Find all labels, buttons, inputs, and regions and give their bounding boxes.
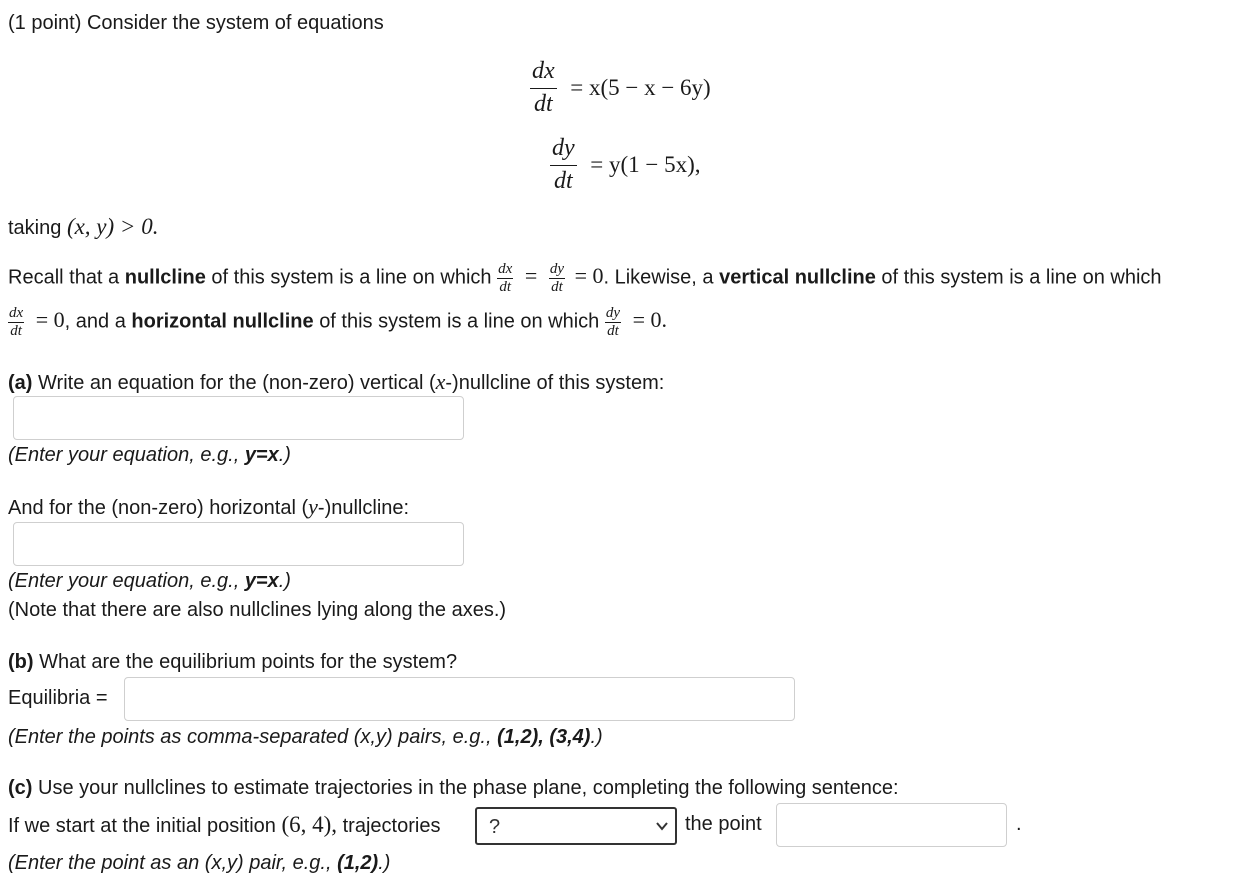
recall-fraction-2 [549, 261, 565, 295]
eq1-denominator: dt [533, 91, 553, 117]
eq2-numerator: dy [550, 133, 577, 166]
eq2-fraction [550, 133, 577, 196]
part-b-hint-prefix: (Enter the points as comma-separated (x,y) pairs, e.g., [8, 726, 492, 748]
recall-line-1 [8, 261, 1162, 295]
nullcline-term: nullcline [124, 266, 206, 289]
recall-f2-num: dy [549, 261, 564, 277]
eq1-rhs: = x(5 − x − 6y) [570, 74, 711, 100]
part-c-text: Use your nullclines to estimate trajectories in the phase plane, completing the following sentence: [38, 777, 899, 799]
recall-fraction-3 [8, 305, 24, 339]
part-c-sentence-start [8, 812, 440, 838]
h-hint-example: y=x [244, 570, 279, 592]
recall-f4-den: dt [607, 323, 619, 339]
horizontal-hint [8, 570, 291, 593]
part-a-text-2: -)nullcline of this system: [445, 372, 665, 394]
condition-text: taking [8, 217, 62, 239]
eq2-rhs: = y(1 − 5x), [590, 151, 701, 177]
part-c-hint-prefix: (Enter the point as an (x,y) pair, e.g., [8, 852, 332, 874]
part-b-hint-suffix: .) [590, 726, 603, 748]
condition-math: (x, y) > 0. [66, 214, 159, 239]
recall-f3-num: dx [9, 305, 24, 321]
part-b-text: What are the equilibrium points for the system? [39, 651, 458, 673]
part-a-var: x [435, 369, 446, 394]
part-b-label: (b) [8, 651, 34, 673]
recall-f1-den: dt [499, 279, 512, 295]
recall-text-4: of this system is a line on which [881, 266, 1162, 289]
eq2-denominator: dt [553, 168, 573, 194]
problem-header [8, 12, 384, 35]
part-c-sentence-2: trajectories [342, 815, 441, 837]
h-text-1: And for the (non-zero) horizontal ( [8, 497, 309, 519]
trajectory-select[interactable] [475, 807, 677, 845]
recall-f2-den: dt [551, 279, 563, 295]
intro-text: Consider the system of equations [86, 12, 384, 34]
recall-fraction-4 [605, 305, 621, 339]
part-a-hint [8, 444, 291, 467]
recall-f4-num: dy [605, 305, 621, 321]
part-a-text-1: Write an equation for the (non-zero) vertical ( [38, 372, 436, 394]
recall-text-2: of this system is a line on which [211, 266, 492, 289]
part-a-prompt [8, 369, 664, 395]
h-text-2: -)nullcline: [317, 497, 410, 519]
part-c-sentence-3: the point [685, 813, 762, 835]
recall-f3-den: dt [10, 323, 22, 339]
part-c-prompt [8, 777, 899, 800]
recall-f1-num: dx [498, 261, 513, 277]
condition-line [8, 214, 158, 240]
trajectory-point-input[interactable] [776, 803, 1007, 847]
recall-zero-2: = 0 [35, 307, 65, 333]
vertical-nullcline-term: vertical nullcline [719, 266, 876, 289]
h-var: y [308, 494, 318, 519]
axes-note: (Note that there are also nullclines lying along the axes.) [8, 599, 507, 621]
horizontal-nullcline-input[interactable] [13, 522, 464, 566]
part-c-hint-suffix: .) [378, 852, 391, 874]
part-a-label: (a) [8, 372, 33, 394]
eq1-fraction [530, 56, 557, 119]
initial-position: (6, 4), [281, 812, 338, 837]
recall-text-1: Recall that a [8, 266, 120, 289]
horizontal-nullcline-prompt [8, 494, 409, 520]
part-b-prompt [8, 651, 457, 674]
part-c-period: . [1016, 813, 1022, 835]
part-c-label: (c) [8, 777, 33, 799]
equilibria-label: Equilibria = [8, 687, 108, 709]
equation-1 [530, 56, 711, 119]
chevron-down-icon [655, 819, 669, 833]
part-c-hint [8, 852, 390, 875]
part-c-sentence-1: If we start at the initial position [8, 815, 276, 837]
equation-2 [550, 133, 700, 196]
recall-text-6: of this system is a line on which [319, 310, 600, 333]
recall-fraction-1 [497, 261, 513, 295]
vertical-nullcline-input[interactable] [13, 396, 464, 440]
h-hint-prefix: (Enter your equation, e.g., [8, 570, 240, 592]
recall-text-5: , and a [64, 310, 126, 333]
horizontal-nullcline-term: horizontal nullcline [131, 310, 314, 333]
recall-text-3: . Likewise, a [603, 266, 714, 289]
part-b-hint [8, 726, 603, 749]
h-hint-suffix: .) [278, 570, 291, 592]
recall-eq-sign: = [524, 263, 538, 289]
part-a-hint-suffix: .) [278, 444, 291, 466]
trajectory-select-value: ? [489, 816, 501, 838]
part-a-hint-prefix: (Enter your equation, e.g., [8, 444, 240, 466]
recall-line-2 [8, 305, 667, 339]
equilibria-input[interactable] [124, 677, 795, 721]
part-a-hint-example: y=x [244, 444, 279, 466]
points-label: (1 point) [8, 12, 82, 34]
eq1-numerator: dx [530, 56, 557, 89]
recall-zero-3: = 0. [632, 307, 668, 333]
part-c-hint-example: (1,2) [337, 852, 379, 874]
part-b-hint-example: (1,2), (3,4) [497, 726, 591, 748]
recall-zero-1: = 0 [574, 263, 604, 289]
